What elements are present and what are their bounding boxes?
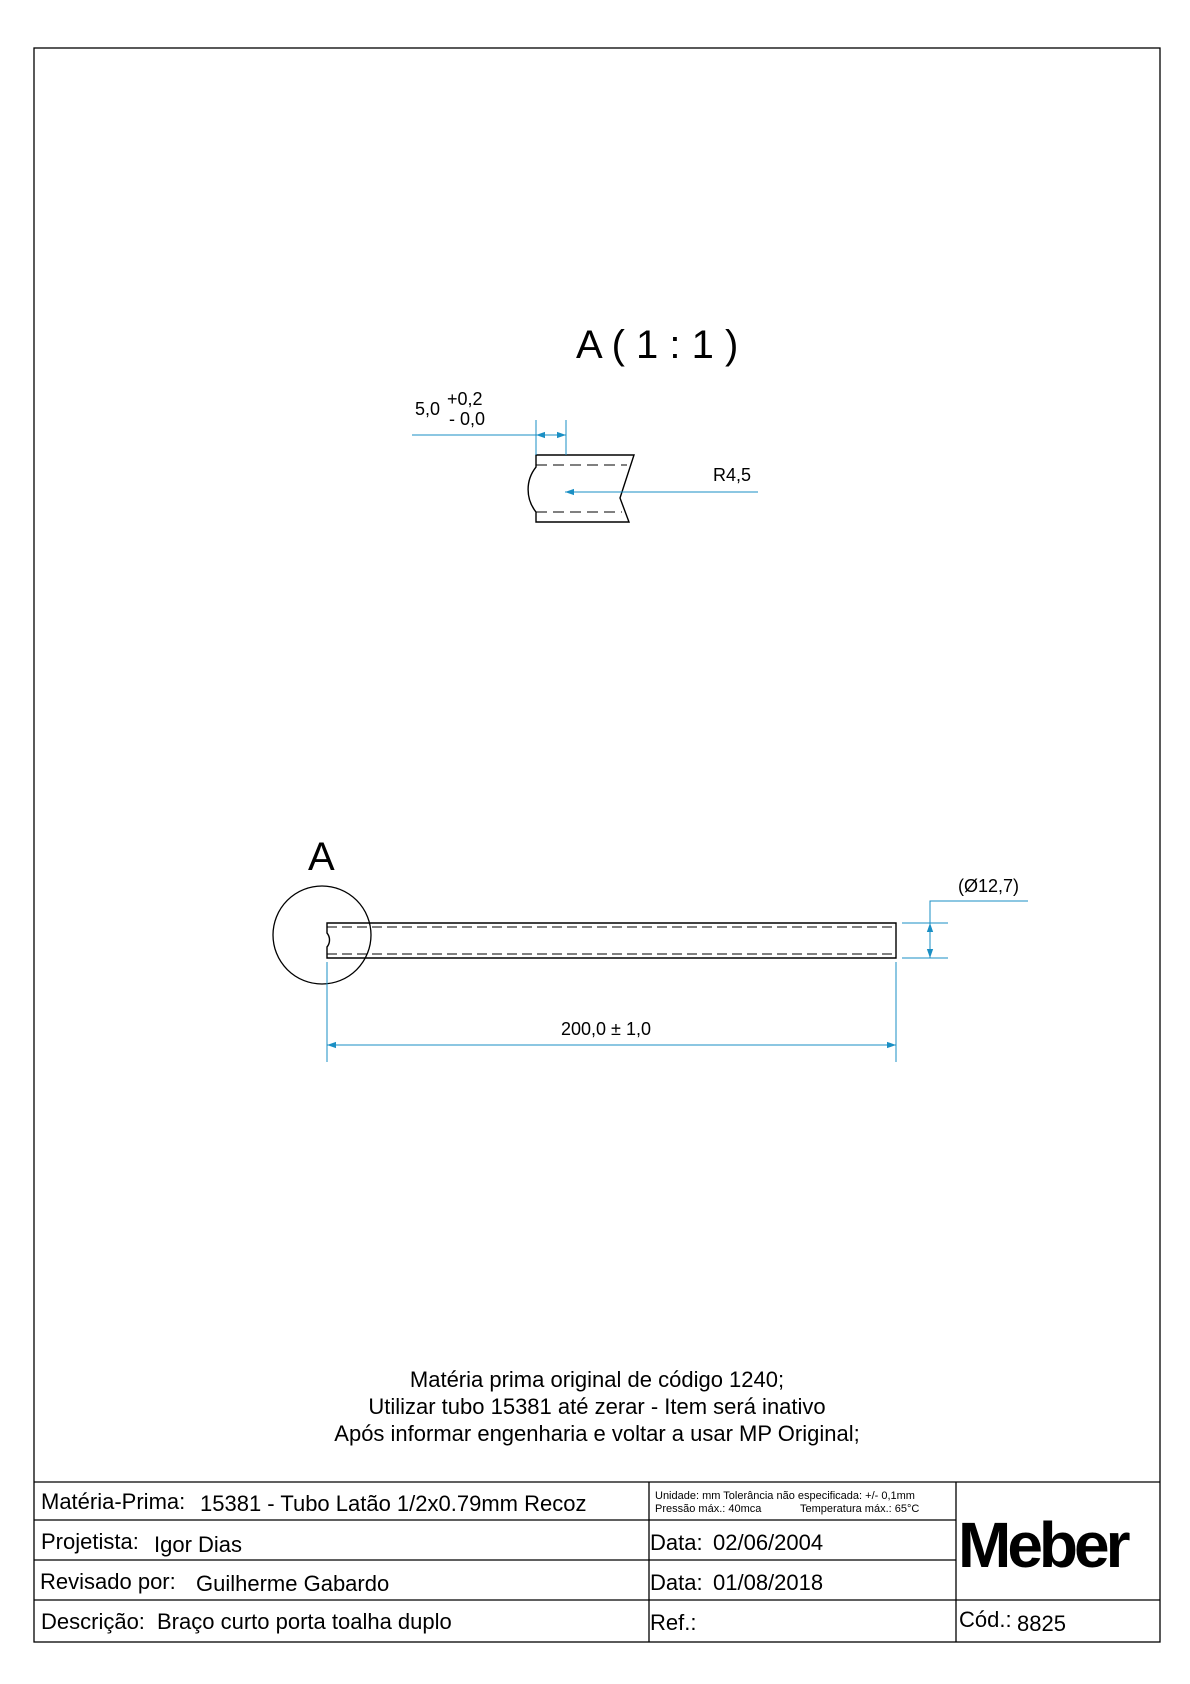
projetista-label: Projetista: (41, 1529, 139, 1554)
detail-marker-circle (273, 886, 371, 984)
cod-label: Cód.: (959, 1607, 1012, 1632)
main-view (273, 835, 1028, 1062)
detail-dim-tol-plus: +0,2 (447, 389, 483, 409)
diameter-label: (Ø12,7) (958, 876, 1020, 896)
descricao-label: Descrição: (41, 1609, 145, 1634)
cod-value: 8825 (1017, 1611, 1066, 1636)
descricao-value: Braço curto porta toalha duplo (157, 1609, 452, 1634)
detail-view-title: A ( 1 : 1 ) (576, 323, 739, 367)
company-logo: Meber (958, 1509, 1127, 1581)
dia-leader (930, 901, 1028, 923)
detail-dim-value: 5,0 (415, 399, 441, 419)
spec-line-2b: Temperatura máx.: 65°C (800, 1503, 920, 1515)
materia-prima-label: Matéria-Prima: (41, 1489, 186, 1514)
detail-view-a (412, 323, 758, 522)
spec-line-2a: Pressão máx.: 40mca (655, 1503, 762, 1515)
data2-value: 01/08/2018 (713, 1570, 824, 1595)
tube-outline (327, 923, 896, 958)
revisado-value: Guilherme Gabardo (196, 1571, 390, 1596)
data1-label: Data: (650, 1530, 703, 1555)
detail-radius-label: R4,5 (713, 465, 752, 485)
ref-label: Ref.: (650, 1610, 697, 1635)
spec-line-1: Unidade: mm Tolerância não especificada: +/- 0,1mm (655, 1490, 915, 1502)
detail-dim-tol-minus: - 0,0 (449, 409, 486, 429)
data2-label: Data: (650, 1570, 703, 1595)
detail-marker-letter: A (308, 835, 335, 879)
note-line-1: Matéria prima original de código 1240; (409, 1367, 785, 1392)
revisado-label: Revisado por: (40, 1569, 176, 1594)
length-label: 200,0 ± 1,0 (561, 1019, 651, 1039)
note-line-2: Utilizar tubo 15381 até zerar - Item será inativo (368, 1394, 826, 1419)
note-line-3: Após informar engenharia e voltar a usar MP Original; (334, 1421, 860, 1446)
projetista-value: Igor Dias (154, 1532, 243, 1557)
data1-value: 02/06/2004 (713, 1530, 824, 1555)
materia-prima-value: 15381 - Tubo Latão 1/2x0.79mm Recoz (200, 1491, 587, 1516)
drawing-notes (34, 1366, 1160, 1447)
